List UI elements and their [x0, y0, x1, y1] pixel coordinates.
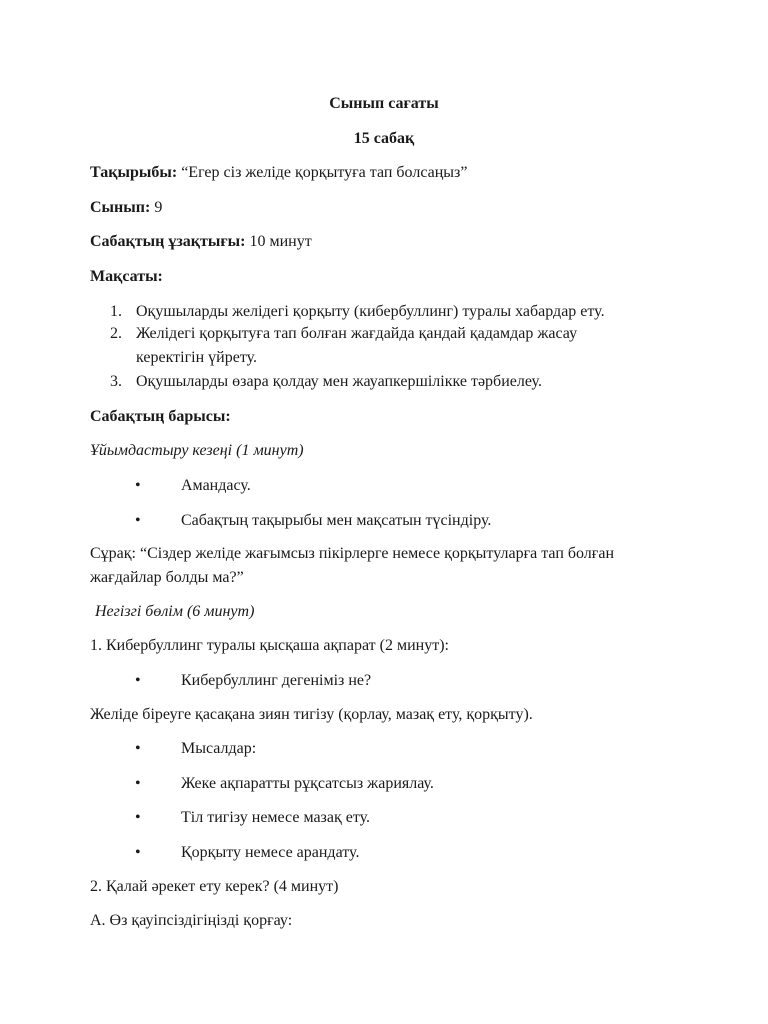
bullet-text: Тіл тигізу немесе мазақ ету. — [181, 809, 371, 826]
topic-value: “Егер сіз желіде қорқытуға тап болсаңыз” — [181, 164, 468, 181]
topic-line — [90, 161, 467, 185]
bullet-icon: • — [135, 477, 141, 494]
topic-label: Тақырыбы: — [90, 164, 178, 181]
question-line-1: Сұрақ: “Сіздер желіде жағымсыз пікірлерге немесе қорқытуларға тап болған — [90, 545, 615, 562]
section2a-heading: А. Өз қауіпсіздігіңізді қорғау: — [90, 912, 293, 929]
grade-line — [90, 196, 162, 220]
doc-title: Сынып сағаты — [329, 95, 439, 112]
bullet-text: Амандасу. — [181, 477, 251, 494]
bullet-text: Сабақтың тақырыбы мен мақсатын түсіндіру. — [181, 512, 492, 529]
question-line-2: жағдайлар болды ма?” — [90, 569, 244, 586]
grade-label: Сынып: — [90, 199, 151, 216]
org-stage-heading: Ұйымдастыру кезеңі (1 минут) — [90, 442, 304, 459]
bullet-icon: • — [135, 775, 141, 792]
goal-number: 3. — [110, 373, 122, 390]
bullet-icon: • — [135, 844, 141, 861]
main-part-heading: Негізгі бөлім (6 минут) — [95, 603, 255, 620]
bullet-icon: • — [135, 740, 141, 757]
bullet-text: Кибербуллинг дегеніміз не? — [181, 672, 372, 689]
lesson-number: 15 сабақ — [353, 130, 415, 147]
section1-heading: 1. Кибербуллинг туралы қысқаша ақпарат (2 минут): — [90, 637, 449, 654]
bullet-icon: • — [135, 512, 141, 529]
goal-text: Оқушыларды желідегі қорқыту (кибербуллинг) туралы хабардар ету. — [136, 303, 605, 320]
definition-text: Желіде біреуге қасақана зиян тигізу (қорлау, мазақ ету, қорқыту). — [90, 706, 533, 723]
bullet-text: Қорқыту немесе арандату. — [181, 844, 360, 861]
goal-number: 2. — [110, 325, 122, 342]
bullet-text: Жеке ақпаратты рұқсатсыз жариялау. — [181, 775, 434, 792]
bullet-icon: • — [135, 809, 141, 826]
bullet-icon: • — [135, 672, 141, 689]
process-heading: Сабақтың барысы: — [90, 408, 231, 425]
duration-line — [90, 230, 312, 254]
section2-heading: 2. Қалай әрекет ету керек? (4 минут) — [90, 878, 339, 895]
duration-value: 10 минут — [249, 233, 312, 250]
bullet-text: Мысалдар: — [181, 740, 257, 757]
goals-heading: Мақсаты: — [90, 268, 163, 285]
duration-label: Сабақтың ұзақтығы: — [90, 233, 246, 250]
goal-number: 1. — [110, 303, 122, 320]
goal-text: Оқушыларды өзара қолдау мен жауапкершілікке тәрбиелеу. — [136, 373, 542, 390]
goal-text: Желідегі қорқытуға тап болған жағдайда қандай қадамдар жасау — [136, 325, 578, 342]
grade-value: 9 — [154, 199, 163, 216]
goal-text: керектігін үйрету. — [136, 349, 257, 366]
